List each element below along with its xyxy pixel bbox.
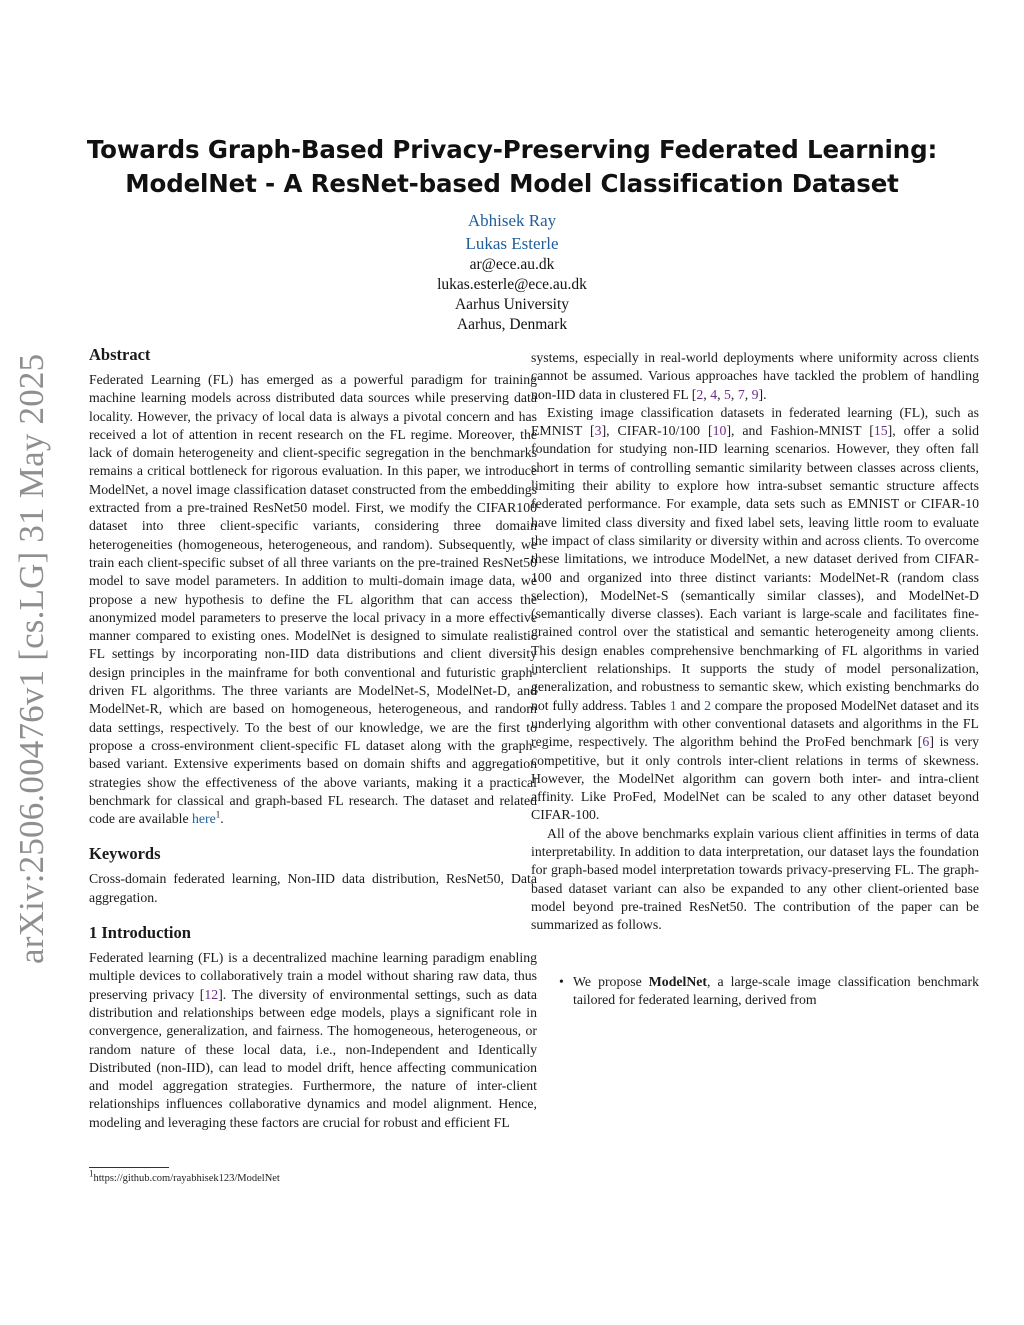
left-column <box>89 345 537 1132</box>
modelnet-bold: ModelNet <box>648 973 708 989</box>
citation-4[interactable]: 4 <box>710 386 718 402</box>
right-column <box>531 349 979 1009</box>
author-name-1[interactable]: Abhisek Ray <box>467 211 557 230</box>
citation-5[interactable]: 5 <box>724 386 731 402</box>
table-1-ref[interactable]: 1 <box>669 697 677 713</box>
arxiv-identifier-stamp: arXiv:2506.00476v1 [cs.LG] 31 May 2025 <box>12 353 51 964</box>
bullet-icon: • <box>559 973 564 989</box>
citation-2[interactable]: 2 <box>696 386 704 402</box>
author-email-2: lukas.esterle@ece.au.dk <box>437 276 587 293</box>
table-2-ref[interactable]: 2 <box>704 697 711 713</box>
footnote-url[interactable]: https://github.com/rayabhisek123/ModelNet <box>93 1173 280 1184</box>
abstract-text: Federated Learning (FL) has emerged as a powerful paradigm for training machine learning models across distributed data sources while preserving data locality. However, the privacy of local data is always a pivotal concern and has received a lot of attention in recent research on the FL regime. Moreover, the lack of domain heterogeneity and client-specific segregation in the benchmarks remains a critical bottleneck for rigorous evaluation. In this paper, we introduce ModelNet, a novel image classification dataset constructed from the embeddings extracted from a pre-trained ResNet50 model. First, we modify the CIFAR100 dataset into three client-specific variants, considering three domain heterogeneities (homogeneous, heterogeneous, and random). Subsequently, we train each client-specific subset of all three variants on the pre-trained ResNet50 model to save model parameters. In addition to multi-domain image data, we propose a new hypothesis to define the FL algorithm that can access the anonymized model parameters to preserve the local privacy in a more effective manner compared to existing ones. ModelNet is designed to simulate realistic FL settings by incorporating non-IID data distributions and client diversity design principles in the mainframe for both conventional and futuristic graph-driven FL algorithms. The three variants are ModelNet-S, ModelNet-D, and ModelNet-R, which are based on homogeneous, heterogeneous, and random data settings, respectively. To the best of our knowledge, we are the first to propose a cross-environment client-specific FL dataset along with the graph-based variant. Extensive experiments based on domain shifts and aggregation strategies show the effectiveness of the above variants, making it a practical benchmark for classical and graph-based FL research. The dataset and related code are available here$^1$. <box>89 372 537 827</box>
contribution-bullet: • We propose ModelNet, a large-scale image classification benchmark tailored for federated learning, derived from <box>531 973 979 1010</box>
paper-title <box>60 133 964 201</box>
footnote: $^1$https://github.com/rayabhisek123/ModelNet <box>89 1168 280 1184</box>
author-name-2[interactable]: Lukas Esterle <box>465 234 559 253</box>
title-line-2: ModelNet - A ResNet-based Model Classification Dataset <box>125 169 899 198</box>
intro-paragraph-3: All of the above benchmarks explain various client affinities in terms of data interpretability. In addition to data interpretation, our dataset lays the foundation for graph-based model interpretation towards privacy-preserving FL. The graph-based dataset variant can also be expanded to any other client-oriented base model beyond pre-trained ResNet50. The contribution of the paper can be summarized as follows. <box>531 825 979 933</box>
location: Aarhus, Denmark <box>456 316 568 333</box>
abstract-heading: Abstract <box>89 345 151 364</box>
keywords-heading: Keywords <box>89 844 161 864</box>
author-email-1: ar@ece.au.dk <box>469 256 555 273</box>
citation-15[interactable]: 15 <box>873 423 888 439</box>
citation-3[interactable]: 3 <box>594 423 602 439</box>
citation-12[interactable]: 12 <box>204 986 219 1002</box>
title-line-1: Towards Graph-Based Privacy-Preserving Federated Learning: <box>86 135 938 164</box>
dataset-link[interactable]: here <box>192 811 216 827</box>
footnote-divider <box>89 1167 169 1168</box>
citation-9[interactable]: 9 <box>751 386 759 402</box>
affiliation: Aarhus University <box>454 296 570 313</box>
citation-7[interactable]: 7 <box>737 386 745 402</box>
keywords-text: Cross-domain federated learning, Non-IID data distribution, ResNet50, Data aggregation. <box>89 871 537 905</box>
author-block <box>212 209 812 335</box>
citation-6[interactable]: 6 <box>922 734 930 750</box>
intro-paragraph-2: Existing image classification datasets in federated learning (FL), such as EMNIST [3], CIFAR-10/100 [10], and Fashion-MNIST [15], offer a solid foundation for studying non-IID learning scenarios. However, they often fall short in terms of controlling semantic similarity between classes across clients, limiting their ability to explore how intra-subset semantic structure affects federated performance. For example, data sets such as EMNIST or CIFAR-10 have limited class diversity and fixed label sets, leaving little room to evaluate the impact of class similarity or diversity within and across clients. To overcome these limitations, we introduce ModelNet, a new dataset derived from CIFAR-100 and organized into three distinct variants: ModelNet-R (random class selection), ModelNet-S (semantically similar classes), and ModelNet-D (semantically diverse classes). Each variant is large-scale and facilitates fine-grained control over the statistical and semantic heterogeneity among clients. This design enables comprehensive benchmarking of FL algorithms in varied interclient relationships. It supports the study of model personalization, generalization, and robustness to semantic skew, which existing benchmarks do not fully address. Tables 1 and 2 compare the proposed ModelNet dataset and its underlying algorithm with other conventional datasets and algorithms in the FL regime, respectively. The algorithm behind the ProFed benchmark [6] is very competitive, but it only controls inter-client relations in terms of skewness. However, the ModelNet algorithm can govern both inter- and intra-client affinity. Like ProFed, ModelNet can be scaled to any other dataset beyond CIFAR-100. <box>531 404 980 823</box>
introduction-heading: 1 Introduction <box>89 923 191 943</box>
citation-10[interactable]: 10 <box>712 423 727 439</box>
intro-paragraph-1-end: systems, especially in real-world deployments where uniformity across clients cannot be assumed. Various approaches have tackled the problem of handling non-IID data in clustered FL [2, 4, 5, 7, 9]. <box>531 350 979 402</box>
footnote-marker[interactable]: 1 <box>215 809 221 820</box>
intro-paragraph-1-start: Federated learning (FL) is a decentralized machine learning paradigm enabling multiple devices to collaboratively train a model without sharing raw data, thus preserving privacy [12]. The diversity of environmental settings, such as data distribution and relationships between edge models, plays a significant role in convergence, generalization, and fairness. The homogeneous, heterogeneous, or random nature of these local data, i.e., non-Independent and Identically Distributed (non-IID), can lead to model drift, hence affecting communication and model aggregation strategies. Furthermore, the nature of inter-client relationships influences collaborative dynamics and model alignment. Hence, modeling and leveraging these factors are crucial for robust and efficient FL <box>89 950 537 1130</box>
